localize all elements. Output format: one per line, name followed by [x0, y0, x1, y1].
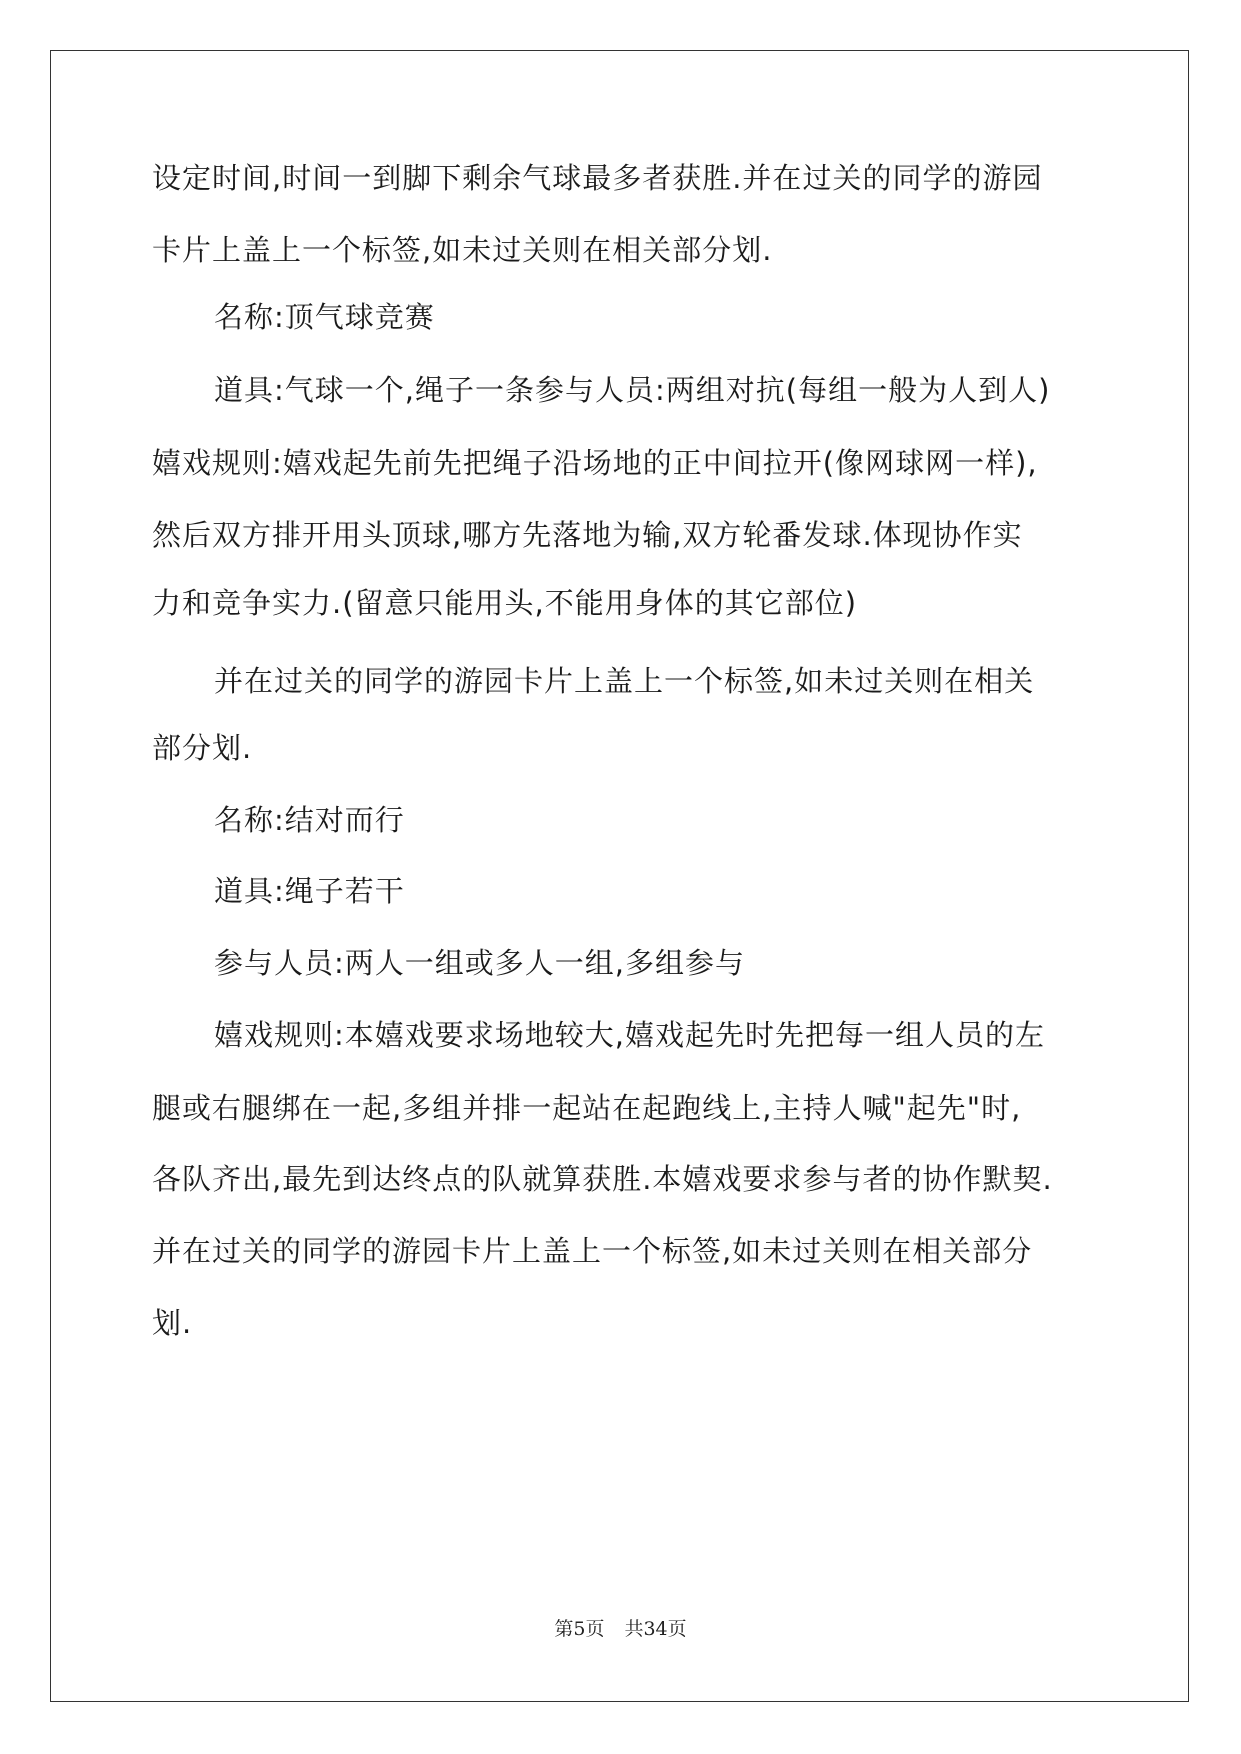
text-line: 嬉戏规则:本嬉戏要求场地较大,嬉戏起先时先把每一组人员的左: [214, 1018, 1045, 1052]
page-footer: [0, 1614, 1241, 1641]
text-line: 部分划.: [152, 731, 253, 765]
text-line: 卡片上盖上一个标签,如未过关则在相关部分划.: [152, 233, 773, 267]
page-total: 共34页: [624, 1618, 687, 1640]
text-line: 参与人员:两人一组或多人一组,多组参与: [214, 946, 745, 980]
page-number: 第5页: [554, 1618, 605, 1640]
text-line: 名称:结对而行: [214, 803, 405, 837]
text-line: 道具:气球一个,绳子一条参与人员:两组对抗(每组一般为人到人): [214, 373, 1051, 407]
text-line: 然后双方排开用头顶球,哪方先落地为输,双方轮番发球.体现协作实: [152, 518, 1023, 552]
text-line: 并在过关的同学的游园卡片上盖上一个标签,如未过关则在相关: [214, 664, 1035, 698]
text-line: 各队齐出,最先到达终点的队就算获胜.本嬉戏要求参与者的协作默契.: [152, 1162, 1053, 1196]
text-line: 腿或右腿绑在一起,多组并排一起站在起跑线上,主持人喊"起先"时,: [152, 1091, 1022, 1125]
text-line: 力和竞争实力.(留意只能用头,不能用身体的其它部位): [152, 586, 858, 620]
text-line: 道具:绳子若干: [214, 874, 405, 908]
text-line: 嬉戏规则:嬉戏起先前先把绳子沿场地的正中间拉开(像网球网一样),: [152, 446, 1038, 480]
text-line: 并在过关的同学的游园卡片上盖上一个标签,如未过关则在相关部分: [152, 1234, 1033, 1268]
text-line: 名称:顶气球竞赛: [214, 300, 435, 334]
text-line: 划.: [152, 1306, 193, 1340]
text-line: 设定时间,时间一到脚下剩余气球最多者获胜.并在过关的同学的游园: [152, 161, 1043, 195]
